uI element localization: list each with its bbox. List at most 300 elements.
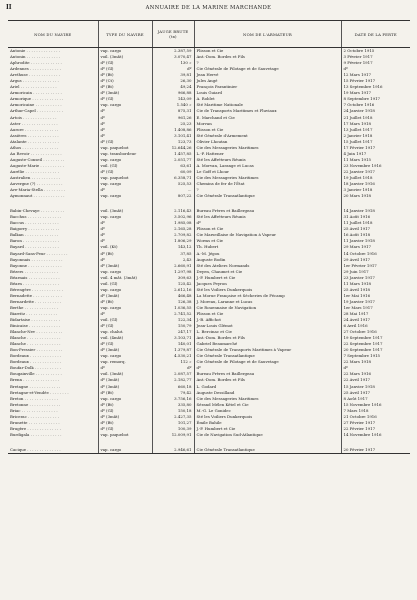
ship-type: voil. (Gl) (98, 281, 152, 287)
ship-name: Atalante . . . . . . . . . . . . . (10, 138, 59, 144)
owner-name: Cie Générale de Pilotage et de Sauvetage (194, 359, 341, 365)
ship-name: Blanche . . . . . . . . . . . . . . (10, 335, 61, 341)
loss-date: 1er Février 1917 (341, 263, 410, 269)
loss-date: 3 Février 1917 (341, 54, 410, 60)
gross-tonnage: 12.644,26 (152, 145, 194, 151)
loss-date: 22 Février 1917 (341, 426, 410, 432)
loss-date: 14 Janvier 1918 (341, 208, 410, 214)
gross-tonnage: 79,42 (152, 390, 194, 396)
owner-name: dº (194, 220, 341, 226)
gross-tonnage: 3.103,71 (152, 335, 194, 341)
ship-type: dº (Bt) (98, 72, 152, 78)
gross-tonnage: 12.009,91 (152, 432, 194, 438)
ship-type: dº (98, 133, 152, 139)
ship-name: Aurore . . . . . . . . . . . . . . (10, 126, 59, 132)
loss-date: 18 Janvier 1916 (341, 181, 410, 187)
ship-name: Auguste-Marie . . . . . . . . . . (10, 162, 64, 168)
ship-name: Burdigala . . . . . . . . . . . . . (10, 431, 62, 437)
loss-date: 7 Mars 1918 (341, 408, 410, 414)
gross-tonnage: 2.612,16 (152, 287, 194, 293)
gross-tonnage: 1.379,87 (152, 347, 194, 353)
loss-date: 16 Août 1918 (341, 232, 410, 238)
ship-name: Baigorry . . . . . . . . . . . . . (10, 226, 60, 232)
owner-name: Jules Angé (194, 78, 341, 84)
ship-type: dº (98, 108, 152, 114)
owner-name: Sté les Affréteurs Réunis (194, 214, 341, 220)
loss-date: 7 Octobre 1916 (341, 102, 410, 108)
gross-tonnage: 807,22 (152, 193, 194, 199)
loss-date: 24 Avril 1917 (341, 317, 410, 323)
owner-name: Worms et Cie (194, 238, 341, 244)
gross-tonnage: 143,09 (152, 96, 194, 102)
loss-date: 14 Octobre 1916 (341, 251, 410, 257)
col-header-jauge (152, 21, 194, 48)
ship-type: voil. (3mât) (98, 54, 152, 60)
owner-name: Sté Générale d'Armement (194, 133, 341, 139)
owner-name: Sté les Voiliers Dunkerquois (194, 414, 341, 420)
ship-name: Ariel . . . . . . . . . . . . . . . (10, 84, 57, 90)
owner-name: Sté des Ateliers Normands (194, 263, 341, 269)
ship-name: Baron . . . . . . . . . . . . . . . (10, 238, 59, 244)
ship-name: Brugère . . . . . . . . . . . . . . (10, 425, 61, 431)
ship-type: vap. cargo (98, 193, 152, 199)
owner-name: Olivier Lhoutan (194, 139, 341, 145)
gross-tonnage: ... (152, 187, 194, 193)
ship-type: dº (3mât) (98, 414, 152, 420)
ship-type: dº (98, 187, 152, 193)
ship-type: vap. cargo (98, 396, 152, 402)
loss-date: 19 Janvier 1917 (341, 299, 410, 305)
ship-name: Blanche . . . . . . . . . . . . . . (10, 341, 61, 347)
ship-name: Armoricain . . . . . . . . . . . . (10, 90, 62, 96)
owner-name: Sté les Voiliers Dunkerquois (194, 287, 341, 293)
col-header-armateur: NOM DE L'ARMATEUR (194, 21, 341, 48)
gross-tonnage: 123,73 (152, 139, 194, 145)
ship-type: vap. cargo (98, 269, 152, 275)
owner-name: Cie Marseillaise de Navigation à Vapeur (194, 232, 341, 238)
ship-name: Binicaise . . . . . . . . . . . . . (10, 323, 61, 329)
ship-type: vap. paquebot (98, 432, 152, 438)
ship-type: vap. cargo (98, 102, 152, 108)
owner-name: Th. Hubert (194, 244, 341, 250)
ship-name: Aymonnaut . . . . . . . . . . . . . (10, 193, 65, 199)
ship-name: Arthur-Capel . . . . . . . . . . . (10, 108, 63, 114)
ship-type: dº (Bt) (98, 402, 152, 408)
owner-name: M.-G. Le Gonidec (194, 408, 341, 414)
ship-name: Balkan . . . . . . . . . . . . . . (10, 232, 59, 238)
owner-name: ? (194, 60, 341, 66)
gross-tonnage: 63,61 (152, 163, 194, 169)
ship-name: Assières . . . . . . . . . . . . . (10, 132, 59, 138)
owner-name: Cie Générale de Pilotage et de Sauvetage (194, 66, 341, 72)
ship-name: Armorique . . . . . . . . . . . . . (10, 96, 64, 102)
loss-date: 25 Avril 1917 (341, 390, 410, 396)
col-header-jauge-label: JAUGE BRUTE (157, 29, 189, 34)
owner-name: Cie Rouennaise de Navigation (194, 305, 341, 311)
owner-name: Morvan (194, 121, 341, 127)
ship-type: dº (Gl) (98, 139, 152, 145)
ship-type: dº (98, 257, 152, 263)
loss-date: 29 Mars 1917 (341, 244, 410, 250)
owner-name: Sté Maritime Nationale (194, 102, 341, 108)
ship-name: Arethuse . . . . . . . . . . . . . (10, 72, 61, 78)
ship-name: Aurélie . . . . . . . . . . . . . . (10, 168, 59, 174)
gross-tonnage: 966,88 (152, 90, 194, 96)
gross-tonnage: 3.502,96 (152, 214, 194, 220)
ship-type: vap. cargo (98, 214, 152, 220)
gross-tonnage: 4.530,21 (152, 353, 194, 359)
loss-date: 20 Février 1917 (341, 447, 410, 454)
gross-tonnage: 2.660,91 (152, 263, 194, 269)
gap-cell (8, 438, 98, 447)
owner-name: Auguste Dessilland (194, 390, 341, 396)
ship-type: dº (Gl) (98, 169, 152, 175)
gap-cell (194, 199, 341, 208)
ship-type: vap. cargo (98, 353, 152, 359)
ship-type: vap. cargo (98, 181, 152, 187)
ship-name: Australien . . . . . . . . . . . . (10, 174, 61, 180)
ship-name: Auguste-Conseil . . . . . . . . . (10, 156, 65, 162)
owner-name: Louis Guiard (194, 90, 341, 96)
loss-date: 2 Janvier 1918 (341, 133, 410, 139)
ship-name: Bougainville . . . . . . . . . . . (10, 371, 62, 377)
ship-name: Bretagne-et-Vendée . . . . . . . . (10, 389, 69, 395)
ship-type: dº (Bt) (98, 390, 152, 396)
owner-name: Gabriel Beaumarché (194, 341, 341, 347)
ship-name: Bayonne . . . . . . . . . . . . . . (10, 262, 62, 268)
gross-tonnage: 49,24 (152, 84, 194, 90)
ship-name: Berthe . . . . . . . . . . . . . . (10, 304, 59, 310)
owner-name: Jacques Peyron (194, 281, 341, 287)
gross-tonnage: 112 » (152, 359, 194, 365)
gross-tonnage: 2.427,35 (152, 414, 194, 420)
owner-name: Auguste Bodin (194, 257, 341, 263)
ship-type: voil. (3mât) (98, 208, 152, 214)
loss-date: 27 Octobre 1916 (341, 329, 410, 335)
gross-tonnage: 525,53 (152, 181, 194, 187)
ship-type: dº (3mât) (98, 377, 152, 383)
owner-name: Cie Générale Transatlantique (194, 193, 341, 199)
loss-date: 19 Juillet 1918 (341, 175, 410, 181)
gross-tonnage: 335,80 (152, 402, 194, 408)
loss-date: 19 Septembre 1917 (341, 335, 410, 341)
owner-name: François Parantinier (194, 84, 341, 90)
ship-name: Biarritz . . . . . . . . . . . . . (10, 310, 58, 316)
loss-date: 19 Mars 1917 (341, 90, 410, 96)
ship-name: Brunette . . . . . . . . . . . . . (10, 419, 60, 425)
ship-name: Brenn . . . . . . . . . . . . . . . (10, 377, 60, 383)
ship-type: voil. 4 mât. (3mât) (98, 275, 152, 281)
loss-date: 21 Octobre 1916 (341, 414, 410, 420)
ship-type: dº (Bt) (98, 251, 152, 257)
ship-type: dº (98, 115, 152, 121)
gap-cell (98, 199, 152, 208)
loss-date: 14 Novembre 1916 (341, 432, 410, 438)
gross-tonnage: 150,18 (152, 408, 194, 414)
ship-name: Antonie . . . . . . . . . . . . . . (10, 48, 60, 53)
loss-date: 11 Juillet 1918 (341, 220, 410, 226)
gross-tonnage: 961,26 (152, 115, 194, 121)
owner-name: J.-P. Humbert et Cie (194, 426, 341, 432)
ship-name: Argus . . . . . . . . . . . . . . . (10, 78, 59, 84)
loss-date: 6 Avril 1916 (341, 323, 410, 329)
gross-tonnage: 309,63 (152, 275, 194, 281)
gross-tonnage: 2.741,52 (152, 311, 194, 317)
owner-name: Émile Bahile (194, 420, 341, 426)
owner-name: A. Morvan, Larange et Lucas (194, 163, 341, 169)
loss-date: 29 Juin 1917 (341, 269, 410, 275)
ship-name: Athos . . . . . . . . . . . . . . . (10, 144, 59, 150)
ship-name: Briac . . . . . . . . . . . . . . . (10, 407, 58, 413)
owner-name: Sérand Mélen Kétel et Cie (194, 402, 341, 408)
ship-type: vap. cargo (98, 305, 152, 311)
ship-type: dº (98, 220, 152, 226)
ship-name: Bretonne . . . . . . . . . . . . . (10, 401, 61, 407)
gross-tonnage: 39,81 (152, 72, 194, 78)
owner-name: La Morue Française et Sécheries de Fécamp (194, 293, 341, 299)
gross-tonnage: 6.358,71 (152, 175, 194, 181)
loss-date: 22 Mars 1918 (341, 359, 410, 365)
gross-tonnage: 2.182,77 (152, 377, 194, 383)
ship-name: Aster . . . . . . . . . . . . . . . (10, 120, 58, 126)
owner-name: dº (194, 365, 341, 371)
ship-type: dº (3mât) (98, 293, 152, 299)
ship-type: dº (98, 121, 152, 127)
ship-type: voil. (Gl) (98, 317, 152, 323)
owner-name: E. Marchand et Cie (194, 115, 341, 121)
gross-tonnage: 150,79 (152, 323, 194, 329)
owner-name: Plisson et Cie (194, 48, 341, 55)
ship-name: Bernardette . . . . . . . . . . . (10, 298, 62, 304)
owner-name: L. Bercinac et Cie (194, 329, 341, 335)
owner-name: A.-M. Jégou (194, 251, 341, 257)
col-header-date: DATE DE LA PERTE (341, 21, 410, 48)
gross-tonnage: 2.387,59 (152, 48, 194, 55)
loss-date: 23 Janvier 1917 (341, 275, 410, 281)
page-title: ANNUAIRE DE LA MARINE MARCHANDE (145, 5, 272, 11)
gross-tonnage: 2.165,28 (152, 226, 194, 232)
owner-name: Chemins de fer de l'État (194, 181, 341, 187)
ship-type: dº (98, 365, 152, 371)
owner-name: Bureau Frères et Baillergeau (194, 371, 341, 377)
owner-name: Cie des Messageries Maritimes (194, 145, 341, 151)
section-gap (8, 199, 410, 208)
loss-date: 28 Mai 1917 (341, 311, 410, 317)
ship-type: dº (Bt) (98, 84, 152, 90)
gap-cell (194, 438, 341, 447)
ship-name: Ave-Maria-Stella . . . . . . . . . (10, 187, 66, 193)
owner-name: A. Roblet (194, 96, 341, 102)
gross-tonnage: dº (152, 66, 194, 72)
gap-cell (341, 199, 410, 208)
ship-name: Bézers . . . . . . . . . . . . . . (10, 268, 58, 274)
ship-name: Artois . . . . . . . . . . . . . . (10, 114, 57, 120)
ship-name: Auvergne (?) . . . . . . . . . . . (10, 181, 63, 187)
gross-tonnage: 2.051,77 (152, 157, 194, 163)
owner-name: Cie de Transports Maritimes et Fluviaux (194, 108, 341, 114)
gap-cell (98, 438, 152, 447)
gross-tonnage: 2.116,43 (152, 208, 194, 214)
loss-date: dº (341, 365, 410, 371)
gross-tonnage: 122,34 (152, 317, 194, 323)
ship-type: dº (98, 311, 152, 317)
owner-name: Plisson et Cie (194, 226, 341, 232)
loss-date: 31 Août 1916 (341, 214, 410, 220)
owner-name: Jean-Louis Glémot (194, 323, 341, 329)
ship-type: dº (3mât) (98, 90, 152, 96)
gross-tonnage: 125,42 (152, 281, 194, 287)
loss-date: 15 Février 1917 (341, 78, 410, 84)
owner-name: J.-B. Affichot (194, 317, 341, 323)
gross-tonnage: 140,01 (152, 341, 194, 347)
col-header-type: TYPE DU NAVIRE (98, 21, 152, 48)
ship-type: dº (Gl) (98, 60, 152, 66)
ship-type: dº (Bt) (98, 299, 152, 305)
owner-name: ? (194, 187, 341, 193)
section-gap (8, 438, 410, 447)
ship-name: Bérengère . . . . . . . . . . . . . (10, 286, 63, 292)
ship-type: voil. (Gl) (98, 163, 152, 169)
ship-type: dº (Gl) (98, 96, 152, 102)
gross-tonnage: dº (152, 365, 194, 371)
ship-name: Au Revoir . . . . . . . . . . . . . (10, 150, 62, 156)
ship-name: Bidartaise . . . . . . . . . . . . (10, 317, 60, 323)
gross-tonnage: 1.540 » (152, 102, 194, 108)
owner-name: Sté les Affréteurs Réunis (194, 157, 341, 163)
ship-name: Bacchus . . . . . . . . . . . . . . (10, 214, 62, 220)
loss-date: 22 Avril 1917 (341, 377, 410, 383)
page-header (0, 4, 417, 14)
gross-tonnage: 1.408,86 (152, 127, 194, 133)
ship-type: vap. cargo (98, 287, 152, 293)
gross-tonnage: 3.756,16 (152, 396, 194, 402)
owner-name: Plisson et Cie (194, 127, 341, 133)
loss-date: 8 Août 1917 (341, 396, 410, 402)
owner-name: Bureau Frères et Baillergeau (194, 208, 341, 214)
gross-tonnage: 126,38 (152, 299, 194, 305)
gross-tonnage: 2,43 (152, 257, 194, 263)
owner-name: Plisson et Cie (194, 311, 341, 317)
loss-date: 8 Septembre 1917 (341, 96, 410, 102)
owner-name: Deyen, Chaumet et Cie (194, 269, 341, 275)
gross-tonnage: 1.036,55 (152, 305, 194, 311)
owner-name: Cie de Navigation Sud-Atlantique (194, 432, 341, 438)
ship-name: Bayonnais . . . . . . . . . . . . . (10, 256, 63, 262)
loss-date: 22 Janvier 1917 (341, 169, 410, 175)
loss-date: 22 Mars 1916 (341, 371, 410, 377)
ship-name: Bordeaux . . . . . . . . . . . . . (10, 353, 62, 359)
ship-name: Aphrodite . . . . . . . . . . . . . (10, 60, 62, 66)
gross-tonnage: 2.946,61 (152, 447, 194, 454)
ship-type: vap. cargo (98, 157, 152, 163)
gross-tonnage: 1.457,85 (152, 151, 194, 157)
gross-tonnage: 37,85 (152, 251, 194, 257)
gap-cell (152, 438, 194, 447)
ship-name: Bon-Pressier . . . . . . . . . . . (10, 347, 63, 353)
gap-cell (152, 199, 194, 208)
owner-name: Cie Générale de Transports Maritimes à Vapeur (194, 347, 341, 353)
loss-date: 2 Octobre 1915 (341, 48, 410, 55)
owner-name: L. Godard (194, 384, 341, 390)
ship-name: Blanche-Nev . . . . . . . . . . . (10, 329, 63, 335)
ship-name: Bricerac . . . . . . . . . . . . . (10, 413, 59, 419)
ship-name: Bayard . . . . . . . . . . . . . . (10, 244, 59, 250)
table-row (8, 447, 410, 454)
owner-name: Ant.-Dom. Bordes et Fils (194, 377, 341, 383)
gross-tonnage: 143,12 (152, 244, 194, 250)
loss-date: 11 Mars 1915 (341, 157, 410, 163)
gross-tonnage: 247,17 (152, 329, 194, 335)
gross-tonnage: 3.101,41 (152, 133, 194, 139)
page-number: II (6, 4, 12, 11)
owner-name: Le Goff et Lhour (194, 169, 341, 175)
loss-date: 15 Juillet 1917 (341, 139, 410, 145)
loss-date: 24 Janvier 1918 (341, 108, 410, 114)
owner-name: Ant.-Dom. Bordes et Fils (194, 54, 341, 60)
owner-name: J. Moreau, Laranne et Lucas (194, 299, 341, 305)
loss-date: 11 Mars 1918 (341, 281, 410, 287)
loss-date: 4 Juin 1917 (341, 151, 410, 157)
gross-tonnage: 1.806,29 (152, 238, 194, 244)
ship-type: vap. chalut. (98, 329, 152, 335)
ship-type: dº (Gl) (98, 323, 152, 329)
loss-date: 12 Mars 1917 (341, 72, 410, 78)
owner-name: Jean Hervé (194, 72, 341, 78)
gross-tonnage: 25,23 (152, 121, 194, 127)
ship-name: Antonin . . . . . . . . . . . . . . (10, 54, 61, 60)
ship-type: vap. cargo (98, 48, 152, 55)
ship-name: Béarn . . . . . . . . . . . . . . . (10, 280, 59, 286)
ship-type: vap. remorq. (98, 359, 152, 365)
loss-date: 20 Mars 1918 (341, 193, 410, 199)
owner-name: Cie Générale Transatlantique (194, 447, 341, 454)
loss-date: 25 Avril 1917 (341, 226, 410, 232)
loss-date: 7 Septembre 1915 (341, 353, 410, 359)
ship-type: dº (98, 226, 152, 232)
col-header-jauge-unit: (tx) (169, 34, 177, 39)
gap-cell (8, 199, 98, 208)
ship-type: vap. transbordeur (98, 151, 152, 157)
gross-tonnage: 2.087,57 (152, 371, 194, 377)
ship-type: dº (Gl) (98, 426, 152, 432)
gross-tonnage: 1.297,98 (152, 269, 194, 275)
ship-type: dº (Gl) (98, 66, 152, 72)
ship-type: voil. (4mât) (98, 335, 152, 341)
ship-name: Bordeaux . . . . . . . . . . . . . (10, 359, 62, 365)
ship-type: voil. (3mât) (98, 371, 152, 377)
loss-date: dº (341, 66, 410, 72)
gross-tonnage: 875,31 (152, 108, 194, 114)
owner-name: J.-P. Humbert et Cie (194, 275, 341, 281)
gross-tonnage: 660,18 (152, 384, 194, 390)
gross-tonnage: 60,09 (152, 169, 194, 175)
ship-name: Babin-Chevaye . . . . . . . . . . (10, 208, 65, 214)
gross-tonnage: 26,30 (152, 78, 194, 84)
table-row (8, 390, 410, 396)
ship-type: vap. cargo (98, 447, 152, 454)
loss-date: 23 Novembre 1916 (341, 163, 410, 169)
loss-date: 1er Mai 1916 (341, 293, 410, 299)
loss-date: 15 Janvier 1918 (341, 384, 410, 390)
ship-name: Boufar-Dolk . . . . . . . . . . . (10, 365, 61, 371)
ship-type: dº (Ct) (98, 78, 152, 84)
loss-date: 29 Avril 1917 (341, 257, 410, 263)
loss-date: 3 Janvier 1918 (341, 187, 410, 193)
loss-date: 9 Février 1917 (341, 60, 410, 66)
ship-name: Ardennes . . . . . . . . . . . . . (10, 66, 61, 72)
gross-tonnage: 2.709,82 (152, 232, 194, 238)
gross-tonnage: 130 » (152, 60, 194, 66)
